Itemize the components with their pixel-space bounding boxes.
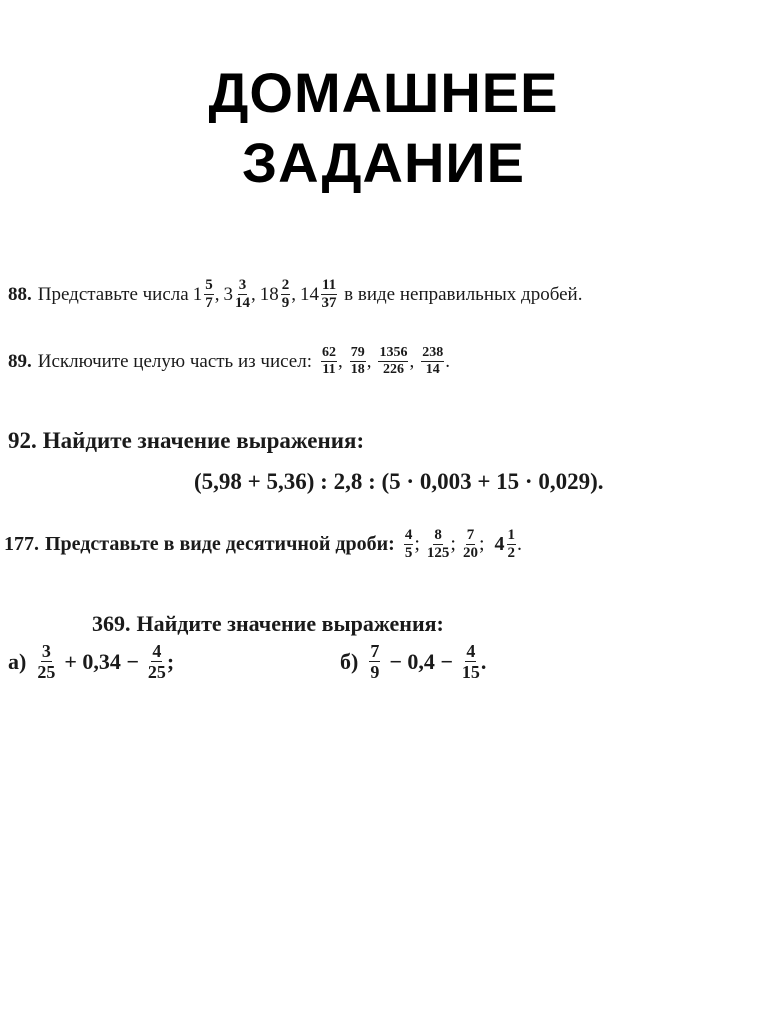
mixed-whole: 4 — [494, 533, 505, 555]
denominator: 25 — [37, 662, 56, 682]
separator: , — [337, 350, 343, 372]
problem-369-part-b — [340, 642, 486, 681]
problem-number: 177. — [4, 533, 39, 555]
mixed-whole: 1 — [192, 283, 203, 305]
denominator: 18 — [350, 362, 365, 377]
separator: . — [480, 648, 487, 674]
mixed-whole: 18 — [259, 283, 279, 305]
numerator: 79 — [350, 345, 365, 360]
fraction — [378, 346, 408, 377]
denominator: 5 — [404, 545, 413, 561]
separator: , — [366, 350, 372, 372]
fraction — [463, 528, 478, 561]
numerator: 8 — [434, 527, 442, 543]
numerator: 5 — [205, 277, 213, 293]
separator: , — [409, 350, 415, 372]
separator: . — [445, 350, 450, 372]
title-line-2: ЗАДАНИЕ — [242, 131, 525, 194]
numerator: 4 — [152, 641, 162, 661]
numerator: 1 — [507, 527, 516, 543]
fraction — [421, 346, 444, 377]
numerator: 3 — [41, 641, 51, 661]
separator: , — [250, 283, 256, 305]
fraction — [321, 278, 337, 311]
numerator: 4 — [404, 527, 413, 543]
denominator: 226 — [382, 362, 404, 377]
fraction — [321, 346, 337, 377]
denominator: 9 — [281, 295, 290, 311]
problem-92 — [8, 428, 364, 454]
denominator: 20 — [462, 545, 478, 561]
denominator: 11 — [322, 362, 336, 377]
problem-89 — [8, 346, 450, 377]
fraction — [148, 642, 166, 681]
numerator: 11 — [321, 277, 337, 293]
problem-number: 92. — [8, 428, 37, 453]
denominator: 2 — [507, 545, 516, 561]
problem-text: Представьте числа — [37, 283, 189, 305]
mixed-whole: 3 — [223, 283, 233, 305]
denominator: 37 — [321, 295, 337, 311]
title-line-1: ДОМАШНЕЕ — [208, 61, 559, 124]
fraction — [369, 642, 380, 681]
fraction — [427, 528, 450, 561]
fraction — [37, 642, 55, 681]
fraction — [281, 278, 291, 311]
fraction — [462, 642, 480, 681]
separator: , — [214, 283, 220, 305]
separator: ; — [478, 533, 485, 555]
separator: ; — [450, 533, 456, 555]
problem-369 — [92, 611, 444, 637]
denominator: 14 — [425, 362, 440, 377]
problem-text: Представьте в виде десятичной дроби: — [45, 533, 395, 555]
expression-middle: + 0,34 − — [64, 648, 139, 674]
problem-88 — [8, 278, 582, 311]
problem-number: 88. — [8, 283, 32, 305]
numerator: 2 — [281, 277, 290, 293]
numerator: 7 — [370, 641, 380, 661]
separator: . — [517, 533, 523, 555]
problem-369-part-a — [8, 642, 174, 681]
fraction — [235, 278, 250, 311]
problem-text: в виде неправильных дробей. — [344, 283, 583, 305]
problem-92-expression: (5,98 + 5,36) : 2,8 : (5 · 0,003 + 15 · 0,029). — [194, 469, 604, 494]
problem-text: Исключите целую часть из чисел: — [37, 350, 312, 372]
problem-number: 369. — [92, 611, 131, 636]
problem-text: Найдите значение выражения: — [136, 611, 444, 636]
part-label: а) — [8, 648, 27, 674]
numerator: 62 — [321, 345, 336, 360]
denominator: 7 — [205, 295, 213, 311]
expression-middle: − 0,4 − — [389, 648, 453, 674]
problem-number: 89. — [8, 350, 32, 372]
mixed-whole: 14 — [299, 283, 319, 305]
page-title — [0, 58, 767, 198]
problem-177 — [4, 528, 522, 561]
denominator: 25 — [147, 662, 166, 682]
fraction — [350, 346, 366, 377]
numerator: 3 — [238, 277, 247, 293]
denominator: 15 — [461, 662, 480, 682]
separator: , — [291, 283, 296, 305]
numerator: 4 — [466, 641, 476, 661]
denominator: 125 — [426, 545, 450, 561]
numerator: 1356 — [379, 345, 408, 360]
separator: ; — [414, 533, 420, 555]
denominator: 14 — [234, 295, 250, 311]
problem-text: Найдите значение выражения: — [42, 428, 365, 453]
part-label: б) — [340, 648, 359, 674]
separator: ; — [166, 648, 175, 674]
numerator: 238 — [422, 345, 444, 360]
fraction — [404, 528, 414, 561]
numerator: 7 — [466, 527, 475, 543]
denominator: 9 — [370, 662, 380, 682]
fraction — [507, 528, 517, 561]
fraction — [204, 278, 214, 311]
